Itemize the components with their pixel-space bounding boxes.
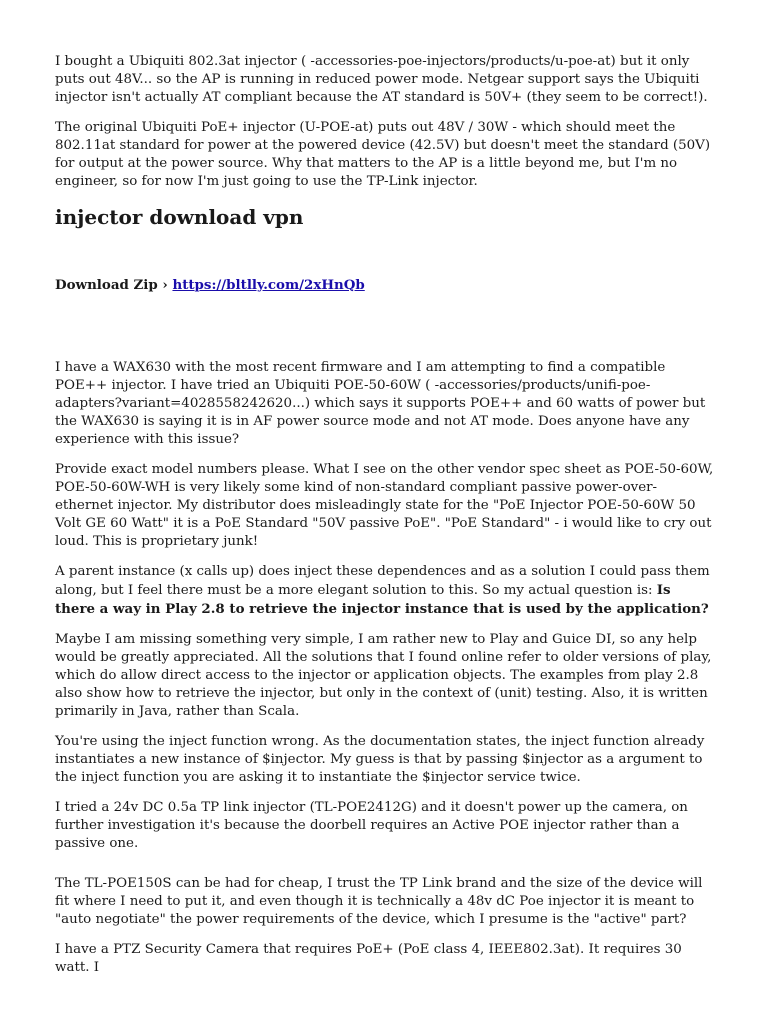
document-page [55,53,715,989]
download-line [55,276,715,294]
paragraph-tp-link-24v: I tried a 24v DC 0.5a TP link injector (TL-POE2412G) and it doesn't power up the camera, on further investigation it's because the doorbell requires an Active POE injector rather than a passive one. [55,800,688,851]
paragraph-inject-function: You're using the inject function wrong. As the documentation states, the inject function already instantiates a new instance of $injector. My guess is that by passing $injector as a argument to the inject function you are asking it to instantiate the $injector service twice. [55,734,705,785]
parent-instance-text: A parent instance (x calls up) does inject these dependences and as a solution I could pass them along, but I feel there must be a more elegant solution to this. So my actual question is: [55,564,710,598]
paragraph-parent-instance [55,563,715,619]
paragraph-tl-poe150s: The TL-POE150S can be had for cheap, I trust the TP Link brand and the size of the device will fit where I need to put it, and even though it is technically a 48v dC Poe injector it is meant to "auto negotiate" the power requirements of the device, which I presume is the "active" part? [55,876,703,927]
paragraph-play-guice: Maybe I am missing something very simple, I am rather new to Play and Guice DI, so any help would be greatly appreciated. All the solutions that I found online refer to older versions of play, which do allow direct access to the injector or application objects. The examples from play 2.8 also show how to retrieve the injector, but only in the context of (unit) testing. Also, it is written primarily in Java, rather than Scala. [55,632,712,719]
paragraph-original-injector: The original Ubiquiti PoE+ injector (U-POE-at) puts out 48V / 30W - which should meet the 802.11at standard for power at the powered device (42.5V) but doesn't meet the standard (50V) for output at the power source. Why that matters to the AP is a little beyond me, but I'm no engineer, so for now I'm just going to use the TP-Link injector. [55,120,711,189]
paragraph-wax630: I have a WAX630 with the most recent firmware and I am attempting to find a compatible POE++ injector. I have tried an Ubiquiti POE-50-60W ( -accessories/products/unifi-poe-adapters?variant=4028558242620...) which says it supports POE++ and 60 watts of power but the WAX630 is saying it is in AF power source mode and not AT mode. Does anyone have any experience with this issue? [55,360,706,447]
paragraph-ubiquiti-injector: I bought a Ubiquiti 802.3at injector ( -accessories-poe-injectors/products/u-poe-at) but it only puts out 48V... so the AP is running in reduced power mode. Netgear support says the Ubiquiti injector isn't actually AT compliant because the AT standard is 50V+ (they seem to be correct!). [55,54,708,105]
parent-instance-question: Is there a way in Play 2.8 to retrieve the injector instance that is used by the application? [55,582,709,617]
page-heading: injector download vpn [55,205,304,229]
spacer [55,865,715,875]
download-label: Download Zip › [55,277,168,293]
download-link[interactable]: https://bltlly.com/2xHnQb [172,277,365,293]
paragraph-ptz-camera: I have a PTZ Security Camera that requires PoE+ (PoE class 4, IEEE802.3at). It requires 30 watt. I [55,942,682,975]
paragraph-model-numbers: Provide exact model numbers please. What I see on the other vendor spec sheet as POE-50-60W, POE-50-60W-WH is very likely some kind of non-standard compliant passive power-over-ethernet injector. My distributor does misleadingly state for the "PoE Injector POE-50-60W 50 Volt GE 60 Watt" it is a PoE Standard "50V passive PoE". "PoE Standard" - i would like to cry out loud. This is proprietary junk! [55,462,714,549]
